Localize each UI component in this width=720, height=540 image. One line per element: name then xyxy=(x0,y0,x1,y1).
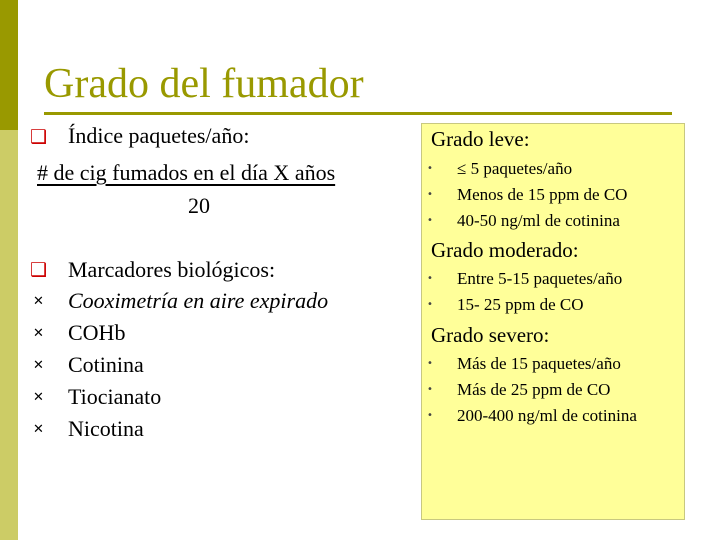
severo-item: Más de 15 paquetes/año xyxy=(457,354,621,373)
dot-icon: • xyxy=(427,215,433,226)
x-mark-icon: ✕ xyxy=(33,390,44,405)
markers-label: Marcadores biológicos: xyxy=(68,257,276,282)
dot-icon: • xyxy=(427,358,433,369)
marker-item: Cotinina xyxy=(68,352,144,377)
leve-item: 40-50 ng/ml de cotinina xyxy=(457,211,620,230)
x-mark-icon: ✕ xyxy=(33,422,44,437)
formula-denominator: 20 xyxy=(188,193,210,218)
marker-item: Cooximetría en aire expirado xyxy=(68,288,329,313)
square-bullet-icon: ❑ xyxy=(30,259,48,281)
severo-item: Más de 25 ppm de CO xyxy=(457,380,611,399)
dot-icon: • xyxy=(427,189,433,200)
grado-severo-heading: Grado severo: xyxy=(431,323,550,347)
indice-label: Índice paquetes/año: xyxy=(68,123,250,148)
moderado-item: 15- 25 ppm de CO xyxy=(457,295,584,314)
x-mark-icon: ✕ xyxy=(33,358,44,373)
accent-bar-top xyxy=(0,0,18,130)
accent-bar-bottom xyxy=(0,130,18,540)
grado-leve-heading: Grado leve: xyxy=(431,127,530,151)
dot-icon: • xyxy=(427,163,433,174)
dot-icon: • xyxy=(427,384,433,395)
square-bullet-icon: ❑ xyxy=(30,126,48,148)
leve-item: Menos de 15 ppm de CO xyxy=(457,185,628,204)
x-mark-icon: ✕ xyxy=(33,326,44,341)
dot-icon: • xyxy=(427,273,433,284)
page-title: Grado del fumador xyxy=(44,61,364,107)
marker-item: Tiocianato xyxy=(68,384,162,409)
marker-item: Nicotina xyxy=(68,416,144,441)
leve-item: ≤ 5 paquetes/año xyxy=(457,159,573,178)
grado-moderado-heading: Grado moderado: xyxy=(431,238,579,262)
formula-numerator: # de cig fumados en el día X años xyxy=(37,160,336,185)
marker-item: COHb xyxy=(68,320,126,345)
severo-item: 200-400 ng/ml de cotinina xyxy=(457,406,637,425)
moderado-item: Entre 5-15 paquetes/año xyxy=(457,269,623,288)
x-mark-icon: ✕ xyxy=(33,294,44,309)
dot-icon: • xyxy=(427,299,433,310)
title-divider xyxy=(44,112,672,115)
dot-icon: • xyxy=(427,410,433,421)
